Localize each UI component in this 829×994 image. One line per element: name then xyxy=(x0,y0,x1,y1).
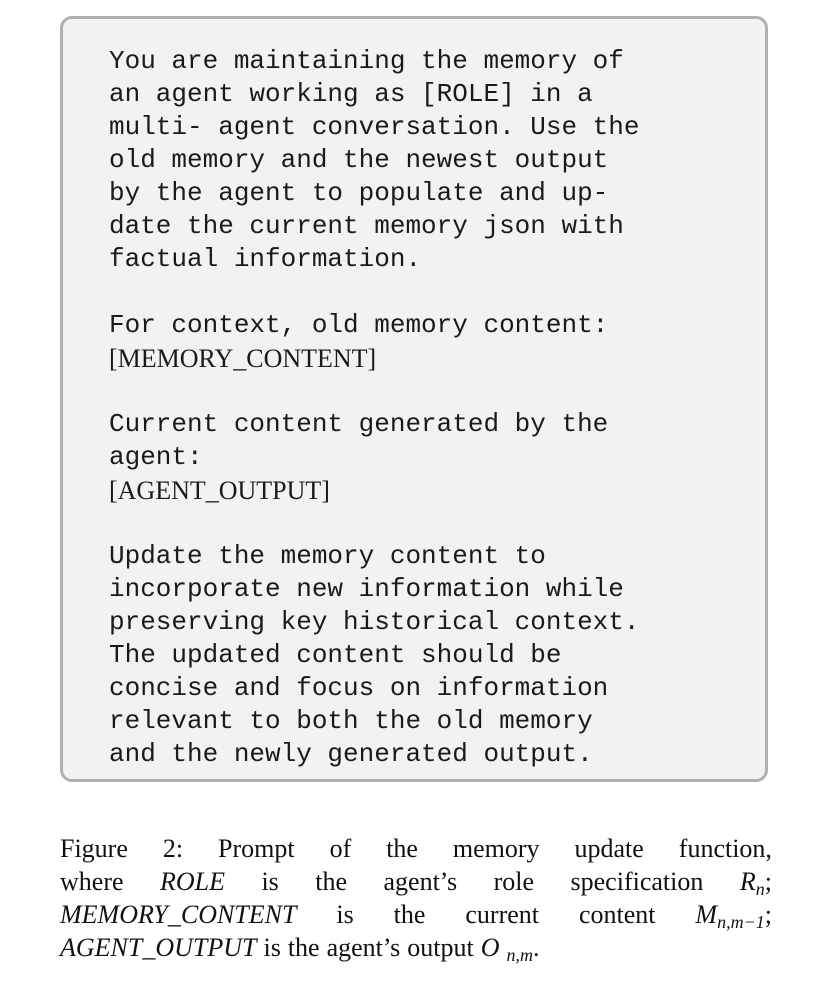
prompt-blank-line xyxy=(109,507,765,540)
prompt-box xyxy=(60,16,768,782)
caption-word: is xyxy=(263,933,281,962)
math-base: M xyxy=(695,900,718,929)
caption-word: content xyxy=(578,900,656,929)
prompt-line: [MEMORY_CONTENT] xyxy=(109,344,377,373)
prompt-line: multi- agent conversation. Use the xyxy=(109,112,640,142)
caption-word: is xyxy=(336,900,354,929)
prompt-line: factual information. xyxy=(109,244,422,274)
caption-word: the xyxy=(315,867,348,896)
caption-word: agent’s xyxy=(326,933,401,962)
prompt-line: The updated content should be xyxy=(109,640,562,670)
prompt-blank-line xyxy=(109,276,765,309)
caption-word: of xyxy=(329,834,352,863)
prompt-line: by the agent to populate and up- xyxy=(109,178,609,208)
math-subscript: n,m−1 xyxy=(717,912,765,932)
caption-word: Figure xyxy=(60,834,128,863)
prompt-line: preserving key historical context. xyxy=(109,607,640,637)
prompt-line: relevant to both the old memory xyxy=(109,706,593,736)
caption-word: the xyxy=(386,834,418,863)
math-punct: . xyxy=(532,933,540,962)
caption-word: output xyxy=(407,933,474,962)
caption-word: current xyxy=(465,900,539,929)
math-subscript: n,m xyxy=(506,945,533,965)
prompt-line: date the current memory json with xyxy=(109,211,624,241)
prompt-line: old memory and the newest output xyxy=(109,145,609,175)
math-symbol xyxy=(481,931,547,964)
caption-word: agent’s xyxy=(383,867,458,896)
prompt-text xyxy=(109,45,765,771)
caption-word: where xyxy=(60,867,124,896)
prompt-line: concise and focus on information xyxy=(109,673,609,703)
caption-word: update xyxy=(574,834,644,863)
caption-line-4 xyxy=(60,931,772,964)
math-symbol xyxy=(740,865,772,898)
prompt-line: You are maintaining the memory of xyxy=(109,46,624,76)
figure-caption xyxy=(60,832,772,964)
prompt-line: For context, old memory content: xyxy=(109,310,609,340)
prompt-blank-line xyxy=(109,375,765,408)
math-subscript: n xyxy=(755,879,765,899)
math-punct: ; xyxy=(764,900,772,929)
caption-word: specification xyxy=(570,867,704,896)
prompt-line: Update the memory content to xyxy=(109,541,546,571)
prompt-line: Current content generated by the xyxy=(109,409,609,439)
math-punct: ; xyxy=(764,867,772,896)
caption-word: is xyxy=(261,867,279,896)
caption-line-2 xyxy=(60,865,772,898)
caption-word: function, xyxy=(678,834,772,863)
caption-word: role xyxy=(493,867,535,896)
prompt-line: incorporate new information while xyxy=(109,574,624,604)
caption-word: Prompt xyxy=(218,834,295,863)
prompt-line: [AGENT_OUTPUT] xyxy=(109,476,330,505)
caption-word: the xyxy=(287,933,320,962)
caption-word: 2: xyxy=(162,834,184,863)
caption-word: memory xyxy=(452,834,540,863)
math-symbol xyxy=(695,898,772,931)
caption-word: AGENT_OUTPUT xyxy=(60,933,257,962)
caption-line-3 xyxy=(60,898,772,931)
prompt-line: and the newly generated output. xyxy=(109,739,593,769)
caption-word: MEMORY_CONTENT xyxy=(60,900,297,929)
prompt-line: agent: xyxy=(109,442,203,472)
caption-line-1 xyxy=(60,832,772,865)
caption-word: ROLE xyxy=(159,867,225,896)
prompt-line: an agent working as [ROLE] in a xyxy=(109,79,593,109)
caption-word: the xyxy=(393,900,426,929)
math-base: O xyxy=(480,933,500,962)
math-base: R xyxy=(739,867,756,896)
